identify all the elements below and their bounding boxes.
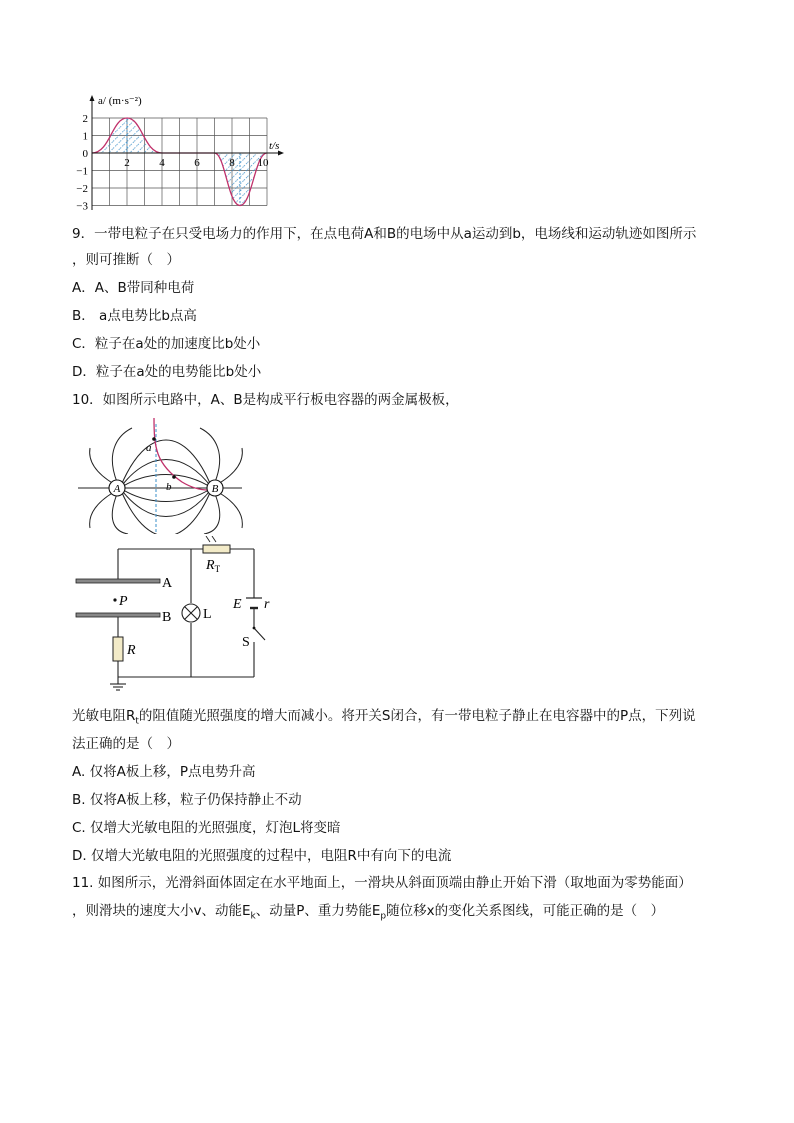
q9-option-d: D．粒子在a处的电势能比b处小 bbox=[72, 364, 262, 380]
q10-stem: 10．如图所示电路中，A、B是构成平行板电容器的两金属极板， bbox=[72, 392, 459, 408]
switch-label: S bbox=[242, 635, 250, 650]
particle-trajectory bbox=[154, 418, 208, 490]
x-tick: 6 bbox=[194, 157, 200, 169]
q9-option-a: A．A、B带同种电荷 bbox=[72, 280, 195, 296]
lamp-icon bbox=[182, 604, 200, 622]
charge-b-label: B bbox=[211, 483, 219, 495]
battery-icon bbox=[246, 598, 262, 608]
photoresistor-label: $R_T$ bbox=[206, 558, 221, 574]
point-p-label: P bbox=[119, 594, 128, 609]
x-axis-label: t/s bbox=[269, 140, 280, 152]
x-tick: 2 bbox=[124, 157, 130, 169]
x-tick: 4 bbox=[159, 157, 165, 169]
plate-b bbox=[76, 613, 160, 617]
q9-option-b: B． a点电势比b点高 bbox=[72, 308, 197, 324]
q9-option-c: C．粒子在a处的加速度比b处小 bbox=[72, 336, 261, 352]
q10-option-d: D. 仅增大光敏电阻的光照强度的过程中，电阻R中有向下的电流 bbox=[72, 848, 452, 864]
q9-stem-line2: ，则可推断（ ） bbox=[72, 252, 180, 268]
y-tick: −3 bbox=[76, 200, 88, 213]
y-tick: −1 bbox=[76, 165, 88, 178]
y-tick: −2 bbox=[76, 183, 88, 195]
q11-stem-line2: ，则滑块的速度大小v、动能$E_k$、动量P、重力势能$E_p$随位移x的变化关系图线，可能正确的是（ ） bbox=[72, 903, 665, 922]
q9-stem-line1: 9．一带电粒子在只受电场力的作用下，在点电荷A和B的电场中从a运动到b，电场线和运动轨迹如图所示 bbox=[72, 226, 697, 242]
lamp-label: L bbox=[203, 607, 212, 622]
point-a-label: a bbox=[146, 442, 152, 454]
y-tick: 2 bbox=[82, 113, 88, 125]
x-tick: 10 bbox=[257, 157, 269, 169]
q10-option-a: A. 仅将A板上移，P点电势升高 bbox=[72, 764, 256, 780]
q10-option-c: C. 仅增大光敏电阻的光照强度，灯泡L将变暗 bbox=[72, 820, 341, 836]
plate-b-label: B bbox=[162, 610, 172, 625]
x-tick: 8 bbox=[229, 157, 235, 169]
q11-stem-line1: 11. 如图所示，光滑斜面体固定在水平地面上，一滑块从斜面顶端由静止开始下滑（取地面为零势能面） bbox=[72, 875, 692, 891]
y-tick: 1 bbox=[82, 130, 88, 143]
charge-a-label: A bbox=[113, 483, 121, 495]
q10-option-b: B. 仅将A板上移，粒子仍保持静止不动 bbox=[72, 792, 302, 808]
resistor-r-label: R bbox=[127, 643, 136, 658]
emf-label: E bbox=[233, 597, 242, 612]
resistor-r bbox=[113, 637, 123, 661]
internal-resistance-label: r bbox=[264, 597, 270, 612]
q10-stem-line2: 光敏电阻$R_t$的阻值随光照强度的增大而减小。将开关S闭合，有一带电粒子静止在电容器中的P点，下列说 bbox=[72, 708, 696, 727]
photoresistor-icon bbox=[203, 545, 230, 553]
point-b-label: b bbox=[166, 481, 172, 493]
acceleration-time-graph bbox=[70, 92, 290, 214]
y-axis-label: a/ (m·s⁻²) bbox=[98, 95, 142, 107]
plate-a bbox=[76, 579, 160, 583]
y-tick-labels bbox=[76, 113, 88, 213]
y-tick: 0 bbox=[82, 148, 88, 160]
electric-field-diagram bbox=[76, 414, 246, 534]
plate-a-label: A bbox=[162, 576, 173, 591]
circuit-diagram bbox=[70, 536, 270, 694]
q10-stem-line3: 法正确的是（ ） bbox=[72, 736, 180, 752]
